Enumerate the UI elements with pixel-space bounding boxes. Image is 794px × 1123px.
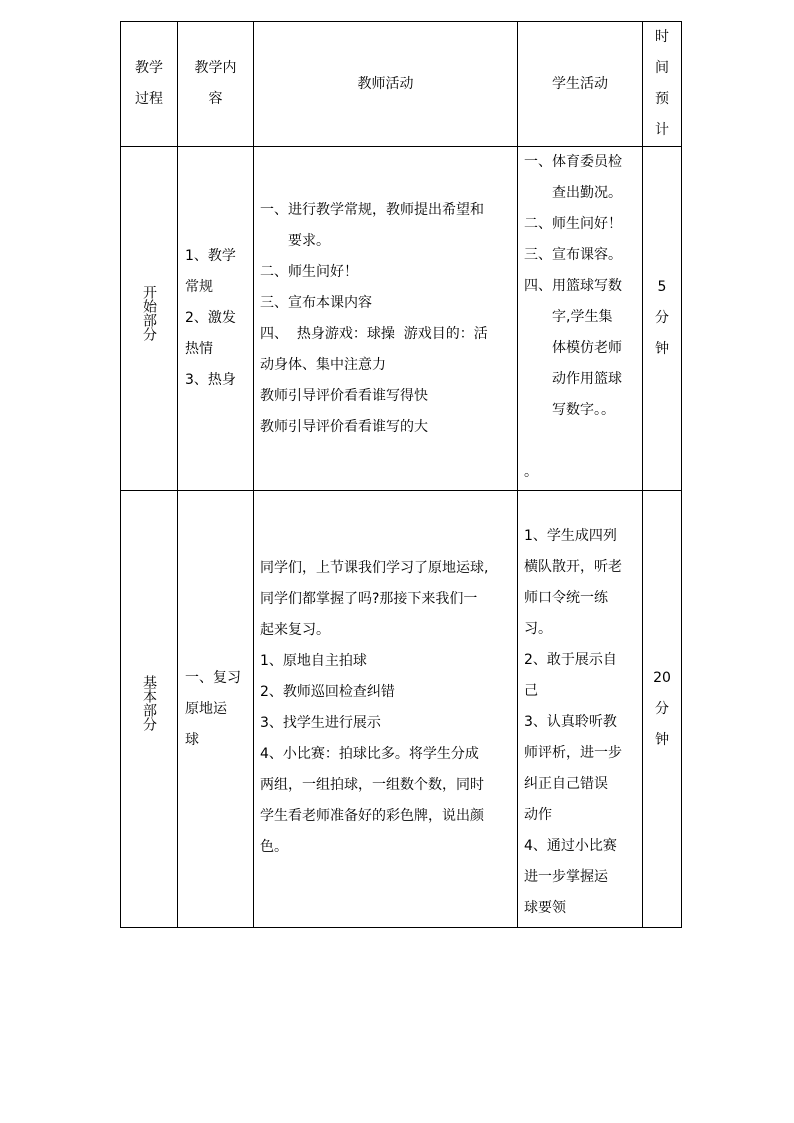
table-row (121, 147, 682, 491)
process-label: 基本部分 (141, 675, 157, 731)
header-content-line: 教学内 (194, 60, 237, 76)
student-line: 一、体育委员检 (524, 154, 622, 170)
teacher-line: 三、宣布本课内容 (260, 294, 372, 311)
content-line: 原地运 (185, 700, 227, 717)
lesson-plan-table (120, 21, 682, 928)
time-unit: 分 (655, 700, 669, 717)
content-line: 球 (185, 731, 199, 748)
process-cell (121, 491, 178, 928)
content-line: 3、热身 (185, 372, 236, 388)
teacher-line: 1、原地自主拍球 (260, 653, 367, 669)
student-line: 动作 (524, 807, 552, 823)
header-time-char: 间 (655, 60, 669, 76)
teacher-line: 四、 热身游戏：球操 游戏目的：活 (260, 325, 488, 342)
content-line: 一、复习 (185, 669, 241, 686)
table-row (121, 491, 682, 928)
content-line: 1、教学 (185, 248, 236, 264)
time-value: 20 (653, 669, 671, 686)
teacher-cell (254, 147, 518, 491)
student-line: 己 (524, 683, 538, 699)
student-line: 二、师生问好！ (524, 216, 622, 232)
student-line: 字,学生集 (552, 309, 613, 325)
time-cell (643, 491, 682, 928)
teacher-line: 3、找学生进行展示 (260, 715, 381, 731)
header-time-char: 时 (655, 29, 669, 45)
teacher-line: 教师引导评价看看谁写的大 (260, 418, 428, 435)
teacher-line: 动身体、集中注意力 (260, 356, 386, 373)
header-time-char: 计 (655, 122, 669, 138)
student-line: 写数字。。 (552, 402, 615, 418)
teacher-line: 教师引导评价看看谁写得快 (260, 387, 428, 404)
student-line: 习。 (524, 621, 552, 637)
teacher-line: 学生看老师准备好的彩色牌，说出颜 (260, 808, 484, 824)
teacher-line: 同学们，上节课我们学习了原地运球, (260, 560, 489, 576)
student-line: 4、通过小比赛 (524, 838, 617, 854)
teacher-line: 二、师生问好！ (260, 263, 358, 280)
student-line: 1、学生成四列 (524, 528, 617, 544)
header-process-line: 教学 (135, 60, 163, 76)
student-line: 师口令统一练 (524, 590, 608, 606)
student-line: 师评析，进一步 (524, 745, 622, 761)
time-cell (643, 147, 682, 491)
teacher-cell (254, 491, 518, 928)
student-line: 三、宣布课容。 (524, 247, 622, 263)
teacher-line: 起来复习。 (260, 622, 330, 638)
student-line: 横队散开，听老 (524, 559, 622, 575)
teacher-line: 4、小比赛：拍球比多。将学生分成 (260, 746, 479, 762)
header-time-char: 预 (655, 91, 669, 107)
content-cell (178, 147, 254, 491)
student-cell (518, 491, 643, 928)
content-cell (178, 491, 254, 928)
content-line: 热情 (185, 341, 213, 357)
header-time (643, 22, 682, 147)
time-value: 5 (657, 279, 667, 295)
header-process-line: 过程 (135, 91, 163, 107)
header-teacher: 教师活动 (254, 22, 518, 147)
student-line: 动作用篮球 (552, 371, 622, 387)
student-line: 球要领 (524, 900, 566, 916)
header-process (121, 22, 178, 147)
teacher-line: 色。 (260, 839, 288, 855)
teacher-line: 两组，一组拍球，一组数个数，同时 (260, 777, 484, 793)
header-row (121, 22, 682, 147)
teacher-line: 2、教师巡回检查纠错 (260, 684, 395, 700)
student-line: 进一步掌握运 (524, 869, 608, 885)
time-unit: 钟 (655, 731, 669, 748)
student-line: 。 (524, 464, 538, 480)
student-line: 四、用篮球写数 (524, 278, 622, 294)
header-content-line: 容 (208, 91, 223, 107)
teacher-line: 要求。 (288, 232, 330, 249)
student-line: 体模仿老师 (552, 340, 622, 356)
student-line: 纠正自己错误 (524, 776, 608, 792)
content-line: 常规 (185, 279, 213, 295)
student-line: 查出勤况。 (552, 185, 622, 201)
time-unit: 钟 (655, 341, 669, 357)
content-line: 2、激发 (185, 310, 236, 326)
student-line: 2、敢于展示自 (524, 652, 617, 668)
student-cell (518, 147, 643, 491)
header-student: 学生活动 (518, 22, 643, 147)
time-unit: 分 (655, 310, 669, 326)
process-cell (121, 147, 178, 491)
header-content (178, 22, 254, 147)
teacher-line: 同学们都掌握了吗?那接下来我们一 (260, 591, 478, 607)
teacher-line: 一、进行教学常规，教师提出希望和 (260, 201, 484, 218)
process-label: 开始部分 (141, 284, 157, 341)
student-line (524, 426, 637, 457)
student-line: 3、认真聆听教 (524, 714, 617, 730)
